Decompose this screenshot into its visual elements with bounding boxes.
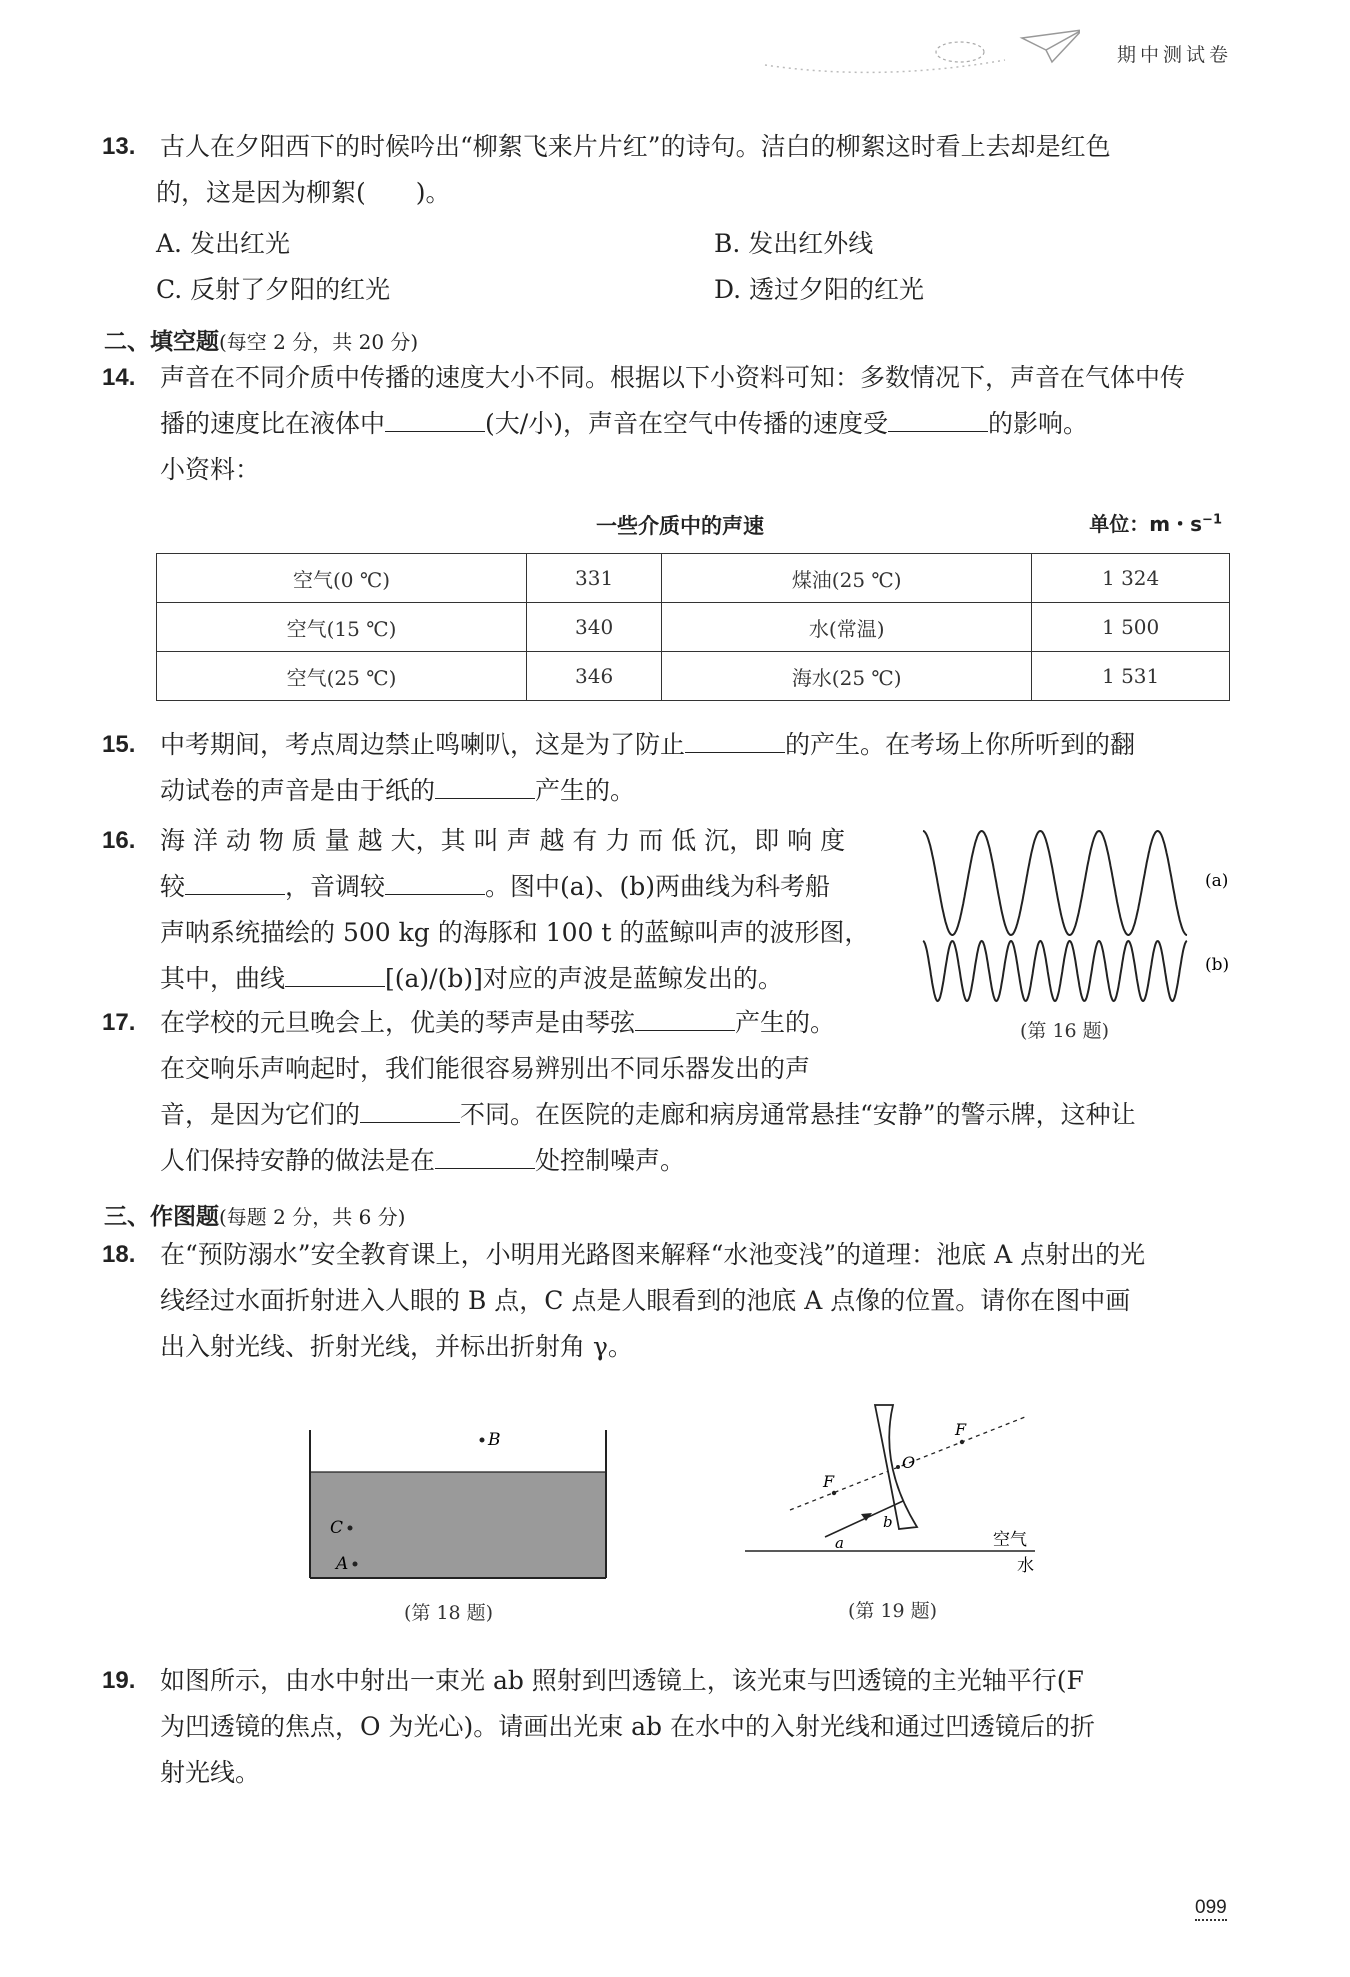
question-number: 17. [102, 1009, 136, 1036]
question-text: 声音在不同介质中传播的速度大小不同。根据以下小资料可知：多数情况下，声音在气体中传 [160, 363, 1186, 392]
question-text: 的影响。 [987, 409, 1088, 438]
table-cell: 346 [527, 652, 662, 701]
table-cell: 340 [527, 603, 662, 652]
answer-blank[interactable] [185, 874, 285, 895]
table-cell: 海水(25 ℃) [662, 652, 1032, 701]
label-air: 空气 [993, 1530, 1027, 1550]
header-title: 期中测试卷 [1116, 44, 1232, 66]
answer-blank[interactable] [360, 1102, 460, 1123]
waveform-a [923, 831, 1187, 935]
label-water: 水 [1017, 1556, 1034, 1576]
section-note: (每题 2 分，共 6 分) [219, 1205, 406, 1229]
label-f-right: F [955, 1420, 967, 1439]
table-cell: 空气(25 ℃) [157, 652, 527, 701]
question-text: 小资料： [160, 455, 261, 484]
question-15: 15. 中考期间，考点周边禁止鸣喇叭，这是为了防止 的产生。在考场上你所听到的翻 动试卷的声音是由于纸的 产生的。 [160, 722, 1235, 814]
lens-figure [735, 1395, 1045, 1585]
answer-blank[interactable] [435, 778, 535, 799]
question-text: 古人在夕阳西下的时候吟出“柳絮飞来片片红”的诗句。洁白的柳絮这时看上去却是红色 [160, 132, 1111, 161]
option-c: C. 反射了夕阳的红光 [156, 275, 391, 304]
answer-blank[interactable] [685, 732, 785, 753]
point-a [353, 1562, 358, 1567]
waveform-b [923, 941, 1187, 1001]
label-a-small: a [835, 1534, 844, 1552]
label-a: A [336, 1554, 349, 1574]
sound-speed-table [156, 553, 1230, 701]
waveform-label-a: (a) [1205, 871, 1229, 891]
table-row [157, 554, 1230, 603]
question-number: 18. [102, 1241, 136, 1268]
table-title: 一些介质中的声速 [596, 514, 764, 538]
answer-blank[interactable] [635, 1010, 735, 1031]
question-number: 14. [102, 364, 136, 391]
question-number: 15. [102, 731, 136, 758]
table-row [157, 603, 1230, 652]
option-b: B. 发出红外线 [714, 229, 874, 258]
label-b-small: b [883, 1513, 893, 1531]
answer-blank[interactable] [285, 966, 385, 987]
question-number: 16. [102, 827, 136, 854]
label-f-left: F [823, 1472, 835, 1491]
question-13 [102, 124, 1235, 216]
section-note: (每空 2 分，共 20 分) [219, 330, 419, 354]
figure-caption: (第 16 题) [1020, 1020, 1110, 1042]
section-title: 三、作图题 [104, 1204, 219, 1230]
question-text: 播的速度比在液体中 [160, 409, 386, 438]
question-17: 17. 在学校的元旦晚会上，优美的琴声是由琴弦 产生的。 在交响乐声响起时，我们能很容易辨别出不同乐器发出的声 音，是因为它们的 不同。在医院的走廊和病房通常悬挂“安静”的警示牌，这种让 人们保持安静的做法是在 处控制噪声。 [160, 1000, 1235, 1184]
question-18: 18. 在“预防溺水”安全教育课上，小明用光路图来解释“水池变浅”的道理：池底 A 点射出的光 线经过水面折射进入人眼的 B 点，C 点是人眼看到的池底 A 点像的位置。请你在图中画 出入射光线、折射光线，并标出折射角 γ。 [160, 1232, 1235, 1370]
point-b [480, 1438, 485, 1443]
table-cell: 煤油(25 ℃) [662, 554, 1032, 603]
header-decoration [760, 20, 1080, 80]
answer-blank[interactable] [888, 411, 988, 432]
section-title: 二、填空题 [104, 329, 219, 355]
question-number: 19. [102, 1667, 136, 1694]
section-heading-drawing [104, 1198, 405, 1231]
question-number: 13. [102, 133, 136, 160]
answer-blank[interactable] [385, 411, 485, 432]
question-19: 19. 如图所示，由水中射出一束光 ab 照射到凹透镜上，该光束与凹透镜的主光轴平行(F 为凹透镜的焦点，O 为光心)。请画出光束 ab 在水中的入射光线和通过凹透镜后的折 射光线。 [160, 1658, 1235, 1796]
table-cell: 1 531 [1032, 652, 1230, 701]
answer-blank[interactable] [435, 1148, 535, 1169]
answer-blank[interactable] [385, 874, 485, 895]
page-number: 099 [1195, 1897, 1227, 1921]
table-cell: 1 500 [1032, 603, 1230, 652]
question-text: 的，这是因为柳絮( )。 [156, 178, 451, 207]
label-o: O [902, 1453, 916, 1472]
option-a: A. 发出红光 [156, 229, 290, 258]
section-heading-fill-blank [104, 323, 418, 356]
table-unit: 单位：m・$s^{-1}$ [1089, 512, 1222, 536]
table-cell: 空气(0 ℃) [157, 554, 527, 603]
table-cell: 空气(15 ℃) [157, 603, 527, 652]
paper-plane-icon [1022, 30, 1080, 62]
table-row [157, 652, 1230, 701]
question-16: 16. 海 洋 动 物 质 量 越 大，其 叫 声 越 有 力 而 低 沉，即 响 度 较 ，音调较 。图中(a)、(b)两曲线为科考船 声呐系统描绘的 500 kg 的海豚和 100 t 的蓝鲸叫声的波形图， 其中，曲线 [(a)/(b)]对应的声波是蓝鲸发出的。 [160, 818, 900, 1002]
waveform-label-b: (b) [1205, 955, 1230, 975]
table-cell: 1 324 [1032, 554, 1230, 603]
question-text: (大/小)，声音在空气中传播的速度受 [485, 409, 888, 438]
label-c: C [330, 1518, 344, 1538]
figure-caption: (第 19 题) [848, 1600, 938, 1622]
table-cell: 331 [527, 554, 662, 603]
question-14 [102, 355, 1235, 493]
option-d: D. 透过夕阳的红光 [714, 275, 925, 304]
point-c [348, 1526, 353, 1531]
pool-figure [300, 1420, 620, 1590]
table-cell: 水(常温) [662, 603, 1032, 652]
label-b: B [488, 1430, 501, 1450]
figure-caption: (第 18 题) [404, 1602, 494, 1624]
